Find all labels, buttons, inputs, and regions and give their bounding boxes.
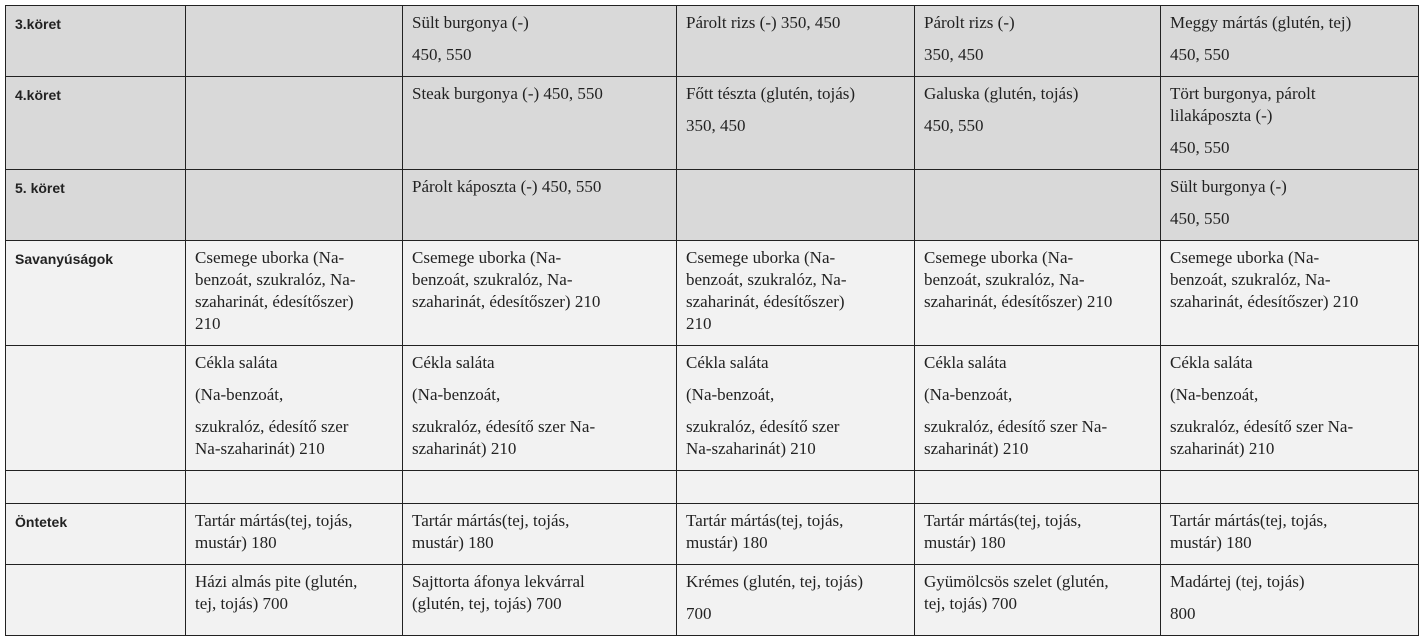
cell-text: Cékla saláta [195,353,278,372]
cell-text: Cékla saláta [412,353,495,372]
table-row [6,504,1419,565]
table-cell [677,6,915,77]
cell-text: szukralóz, édesítő szer Na-szaharinát) 210 [195,417,349,458]
table-cell [915,77,1161,170]
cell-text: (Na-benzoát, [924,385,1013,404]
row-label: 3.köret [6,6,186,77]
table-row [6,346,1419,471]
row-label: 5. köret [6,170,186,241]
table-cell [915,471,1161,504]
cell-text: 350, 450 [924,45,984,64]
table-cell [403,6,677,77]
cell-text: Csemege uborka (Na- benzoát, szukralóz, Na- szaharinát, édesítőszer) 210 [412,248,601,311]
table-row [6,565,1419,636]
cell-text: Párolt rizs (-) 350, 450 [686,13,841,32]
cell-text: Párolt rizs (-) [924,13,1015,32]
cell-text: Krémes (glutén, tej, tojás) [686,572,864,591]
table-cell [186,346,403,471]
table-cell [403,471,677,504]
table-cell [186,565,403,636]
cell-text: Sült burgonya (-) [412,13,529,32]
cell-text: Csemege uborka (Na- benzoát, szukralóz, Na- szaharinát, édesítőszer) 210 [195,248,356,333]
cell-text: Házi almás pite (glutén, tej, tojás) 700 [195,572,358,613]
table-cell [915,6,1161,77]
cell-text: 800 [1170,604,1196,623]
table-cell [1161,241,1419,346]
cell-text: (Na-benzoát, [195,385,284,404]
cell-text: 450, 550 [1170,45,1230,64]
row-label: 4.köret [6,77,186,170]
table-cell [1161,504,1419,565]
table-cell [677,471,915,504]
row-label: Savanyúságok [6,241,186,346]
table-row [6,77,1419,170]
cell-text: Gyümölcsös szelet (glutén, tej, tojás) 700 [924,572,1109,613]
cell-text: szukralóz, édesítő szer Na-szaharinát) 210 [686,417,840,458]
cell-text: Cékla saláta [1170,353,1253,372]
cell-text: Tartár mártás(tej, tojás, mustár) 180 [1170,511,1328,552]
table-cell [186,504,403,565]
table-cell [677,241,915,346]
table-cell [1161,471,1419,504]
table-cell [403,346,677,471]
cell-text: Galuska (glutén, tojás) [924,84,1079,103]
cell-text: 450, 550 [1170,138,1230,157]
table-cell [403,504,677,565]
menu-table [5,5,1419,636]
table-cell [677,346,915,471]
cell-text: Tartár mártás(tej, tojás, mustár) 180 [412,511,570,552]
cell-text: (Na-benzoát, [686,385,775,404]
table-row [6,6,1419,77]
table-cell [403,77,677,170]
cell-text: (Na-benzoát, [1170,385,1259,404]
table-cell [915,565,1161,636]
table-cell [186,6,403,77]
cell-text: Cékla saláta [686,353,769,372]
table-cell [1161,170,1419,241]
table-cell [1161,565,1419,636]
table-cell [186,241,403,346]
cell-text: Csemege uborka (Na- benzoát, szukralóz, Na- szaharinát, édesítőszer) 210 [924,248,1113,311]
table-cell [915,170,1161,241]
cell-text: 700 [686,604,712,623]
cell-text: Párolt káposzta (-) 450, 550 [412,177,602,196]
cell-text: Tartár mártás(tej, tojás, mustár) 180 [195,511,353,552]
cell-text: 450, 550 [924,116,984,135]
cell-text: Csemege uborka (Na- benzoát, szukralóz, Na- szaharinát, édesítőszer) 210 [686,248,847,333]
cell-text: Csemege uborka (Na- benzoát, szukralóz, Na- szaharinát, édesítőszer) 210 [1170,248,1359,311]
table-cell [915,504,1161,565]
table-cell [677,77,915,170]
table-row [6,170,1419,241]
table-cell [186,77,403,170]
cell-text: szukralóz, édesítő szer Na- szaharinát) 210 [1170,417,1354,458]
cell-text: Főtt tészta (glutén, tojás) [686,84,856,103]
row-label: Öntetek [6,504,186,565]
cell-text: Tört burgonya, párolt lilakáposzta (-) [1170,84,1316,125]
table-cell [1161,77,1419,170]
cell-text: Meggy mártás (glutén, tej) [1170,13,1352,32]
table-cell [186,471,403,504]
cell-text: (Na-benzoát, [412,385,501,404]
cell-text: Tartár mártás(tej, tojás, mustár) 180 [686,511,844,552]
cell-text: szukralóz, édesítő szer Na- szaharinát) 210 [924,417,1108,458]
cell-text: 350, 450 [686,116,746,135]
cell-text: Cékla saláta [924,353,1007,372]
cell-text: szukralóz, édesítő szer Na- szaharinát) 210 [412,417,596,458]
table-cell [677,170,915,241]
table-cell [915,346,1161,471]
cell-text: 450, 550 [1170,209,1230,228]
table-cell [403,565,677,636]
table-cell [1161,346,1419,471]
cell-text: Sajttorta áfonya lekvárral (glutén, tej, tojás) 700 [412,572,585,613]
row-label [6,471,186,504]
table-cell [186,170,403,241]
cell-text: 450, 550 [412,45,472,64]
cell-text: Madártej (tej, tojás) [1170,572,1305,591]
table-cell [403,170,677,241]
row-label [6,565,186,636]
row-label [6,346,186,471]
table-cell [1161,6,1419,77]
table-cell [403,241,677,346]
cell-text: Steak burgonya (-) 450, 550 [412,84,603,103]
table-row [6,241,1419,346]
table-cell [915,241,1161,346]
table-row [6,471,1419,504]
cell-text: Sült burgonya (-) [1170,177,1287,196]
table-cell [677,504,915,565]
table-cell [677,565,915,636]
cell-text: Tartár mártás(tej, tojás, mustár) 180 [924,511,1082,552]
